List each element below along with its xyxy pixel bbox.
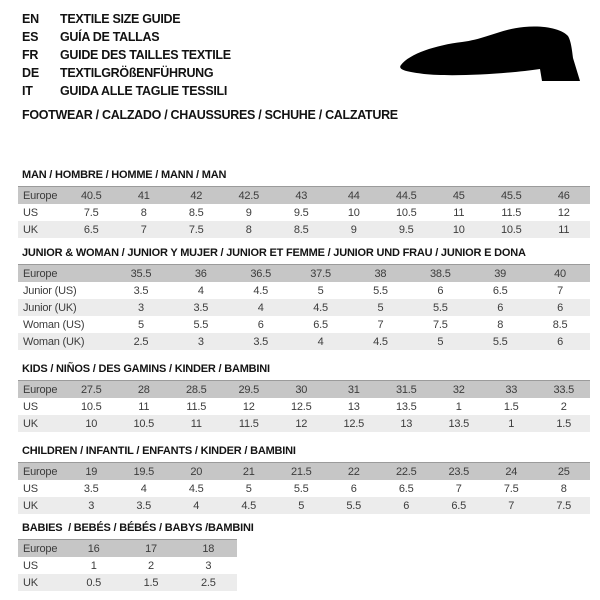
size-value: 16 (87, 542, 100, 555)
size-value: 39 (494, 267, 507, 280)
size-value: 12 (557, 206, 570, 219)
table-row-europe (18, 265, 590, 282)
size-value: 42.5 (238, 189, 260, 202)
size-value: 7.5 (432, 318, 448, 331)
row-label: US (23, 400, 38, 413)
language-label: TEXTILGRÖßENFÜHRUNG (60, 66, 214, 80)
size-value: 4 (193, 499, 200, 512)
size-value: 33 (505, 383, 518, 396)
size-value: 4.5 (313, 301, 328, 314)
row-label: US (23, 206, 38, 219)
section-title: MAN / HOMBRE / HOMME / MANN / MAN (22, 169, 227, 181)
size-value: 5 (317, 284, 324, 297)
row-label: US (23, 559, 38, 572)
size-value: 25 (557, 465, 570, 478)
size-value: 42 (190, 189, 203, 202)
size-value: 9.5 (293, 206, 309, 219)
size-value: 1 (455, 400, 462, 413)
size-value: 1.5 (503, 400, 519, 413)
row-label: Europe (23, 189, 58, 202)
size-value: 40.5 (80, 189, 102, 202)
size-value: 3 (137, 301, 144, 314)
size-value: 9.5 (398, 223, 414, 236)
size-value: 37.5 (310, 267, 331, 280)
size-value: 12 (295, 417, 308, 430)
size-value: 11 (453, 206, 465, 219)
size-value: 0.5 (86, 576, 102, 589)
size-value: 5 (377, 301, 384, 314)
size-value: 32 (452, 383, 465, 396)
size-value: 5 (245, 482, 252, 495)
size-value: 3 (205, 559, 212, 572)
size-value: 8 (245, 223, 252, 236)
size-value: 4.5 (241, 499, 257, 512)
size-value: 38.5 (430, 267, 451, 280)
size-value: 4 (197, 284, 204, 297)
row-label: Junior (UK) (23, 301, 77, 314)
size-value: 12 (242, 400, 255, 413)
size-value: 5 (437, 335, 444, 348)
size-value: 1.5 (143, 576, 159, 589)
size-value: 10.5 (80, 400, 102, 413)
table-row-europe (18, 540, 237, 557)
size-value: 33.5 (553, 383, 575, 396)
size-value: 44 (347, 189, 360, 202)
table-row-us (18, 557, 237, 574)
shoe-icon (394, 24, 586, 88)
size-tables (18, 169, 590, 591)
size-value: 12.5 (343, 417, 365, 430)
size-value: 22.5 (395, 465, 417, 478)
table-row-uk (18, 574, 237, 591)
size-value: 1.5 (556, 417, 572, 430)
size-value: 21 (242, 465, 255, 478)
size-value: 6 (437, 284, 444, 297)
size-section-4 (18, 522, 590, 591)
size-value: 3 (197, 335, 204, 348)
size-value: 6.5 (492, 284, 508, 297)
size-value: 3.5 (193, 301, 209, 314)
table-row-woman-us (18, 316, 590, 333)
size-section-2 (18, 363, 590, 432)
size-value: 30 (295, 383, 308, 396)
row-label: UK (23, 417, 38, 430)
size-value: 5.5 (193, 318, 209, 331)
size-table (18, 264, 590, 350)
size-section-1 (18, 247, 590, 350)
language-code: ES (22, 30, 39, 44)
table-row-uk (18, 415, 590, 432)
size-value: 8.5 (188, 206, 204, 219)
size-value: 8 (497, 318, 504, 331)
size-value: 9 (350, 223, 357, 236)
size-value: 11 (190, 417, 202, 430)
size-value: 4.5 (373, 335, 388, 348)
size-value: 10 (452, 223, 465, 236)
table-row-woman-uk (18, 333, 590, 350)
size-value: 6 (497, 301, 504, 314)
size-value: 43 (295, 189, 308, 202)
category-title: FOOTWEAR / CALZADO / CHAUSSURES / SCHUHE / CALZATURE (22, 108, 398, 122)
size-value: 13 (400, 417, 413, 430)
size-value: 6 (257, 318, 264, 331)
row-label: Europe (23, 267, 58, 280)
table-row-uk (18, 221, 590, 238)
size-value: 18 (202, 542, 215, 555)
size-section-0 (18, 169, 590, 238)
size-value: 3.5 (83, 482, 99, 495)
size-table (18, 186, 590, 238)
table-row-us (18, 398, 590, 415)
size-value: 24 (505, 465, 518, 478)
table-row-uk (18, 497, 590, 514)
size-table (18, 462, 590, 514)
size-value: 7 (377, 318, 384, 331)
size-value: 6.5 (83, 223, 99, 236)
size-value: 5.5 (373, 284, 388, 297)
size-value: 4 (140, 482, 147, 495)
size-value: 12.5 (290, 400, 312, 413)
size-value: 11 (558, 223, 570, 236)
section-title: CHILDREN / INFANTIL / ENFANTS / KINDER / BAMBINI (22, 445, 296, 457)
table-row-junior-uk (18, 299, 590, 316)
row-label: Junior (US) (23, 284, 77, 297)
size-value: 1 (90, 559, 97, 572)
size-value: 6.5 (313, 318, 328, 331)
size-value: 7.5 (503, 482, 519, 495)
size-value: 6 (403, 499, 410, 512)
size-value: 36 (194, 267, 207, 280)
size-value: 10.5 (395, 206, 417, 219)
size-value: 45.5 (500, 189, 522, 202)
size-value: 31 (347, 383, 360, 396)
table-row-us (18, 204, 590, 221)
size-value: 28.5 (185, 383, 207, 396)
language-code: FR (22, 48, 39, 62)
size-value: 7 (140, 223, 147, 236)
row-label: UK (23, 223, 38, 236)
language-label: GUIDA ALLE TAGLIE TESSILI (60, 84, 228, 98)
size-value: 10.5 (500, 223, 522, 236)
row-label: UK (23, 499, 38, 512)
table-row-us (18, 480, 590, 497)
size-value: 7.5 (188, 223, 204, 236)
size-value: 2 (148, 559, 154, 572)
size-value: 4.5 (188, 482, 204, 495)
size-value: 4 (257, 301, 264, 314)
size-value: 31.5 (395, 383, 417, 396)
size-value: 22 (347, 465, 360, 478)
size-value: 29.5 (238, 383, 260, 396)
size-value: 7.5 (556, 499, 572, 512)
size-value: 13.5 (448, 417, 470, 430)
size-value: 21.5 (290, 465, 312, 478)
section-title: KIDS / NIÑOS / DES GAMINS / KINDER / BAMBINI (22, 363, 270, 375)
size-value: 8 (560, 482, 567, 495)
table-row-europe (18, 381, 590, 398)
row-label: Europe (23, 383, 58, 396)
language-code: DE (22, 66, 39, 80)
size-table (18, 380, 590, 432)
size-value: 6 (557, 335, 564, 348)
size-value: 13.5 (395, 400, 417, 413)
table-row-junior-us (18, 282, 590, 299)
size-value: 1 (508, 417, 515, 430)
row-label: Woman (UK) (23, 335, 85, 348)
size-value: 19.5 (133, 465, 155, 478)
row-label: Europe (23, 542, 58, 555)
size-value: 7.5 (83, 206, 99, 219)
size-value: 10 (347, 206, 360, 219)
size-value: 6 (557, 301, 564, 314)
row-label: UK (23, 576, 38, 589)
size-value: 27.5 (80, 383, 102, 396)
size-value: 2.5 (133, 335, 149, 348)
size-value: 20 (190, 465, 203, 478)
language-code: IT (22, 84, 33, 98)
size-value: 3.5 (133, 284, 149, 297)
section-title: JUNIOR & WOMAN / JUNIOR Y MUJER / JUNIOR ET FEMME / JUNIOR UND FRAU / JUNIOR E DONA (22, 247, 526, 259)
size-value: 11.5 (186, 400, 207, 413)
size-value: 35.5 (130, 267, 152, 280)
size-value: 11.5 (501, 206, 522, 219)
size-value: 5.5 (293, 482, 309, 495)
row-label: Europe (23, 465, 58, 478)
language-code: EN (22, 12, 39, 26)
size-value: 3.5 (253, 335, 269, 348)
language-label: TEXTILE SIZE GUIDE (60, 12, 181, 26)
language-label: GUIDE DES TAILLES TEXTILE (60, 48, 231, 62)
size-value: 5 (298, 499, 305, 512)
size-value: 6 (350, 482, 357, 495)
size-value: 7 (508, 499, 515, 512)
size-value: 5.5 (492, 335, 508, 348)
size-value: 45 (452, 189, 465, 202)
size-value: 8.5 (293, 223, 309, 236)
size-value: 41 (137, 189, 150, 202)
table-row-europe (18, 187, 590, 204)
size-value: 9 (245, 206, 252, 219)
size-value: 7 (455, 482, 462, 495)
size-section-3 (18, 445, 590, 514)
size-value: 44.5 (395, 189, 417, 202)
size-value: 4 (317, 335, 324, 348)
size-value: 3 (88, 499, 95, 512)
size-value: 2 (560, 400, 567, 413)
size-value: 5 (137, 318, 144, 331)
size-value: 19 (85, 465, 98, 478)
size-value: 10 (85, 417, 98, 430)
section-title: BABIES / BEBÉS / BÉBÉS / BABYS /BAMBINI (22, 522, 254, 534)
size-value: 36.5 (250, 267, 271, 280)
size-value: 40 (554, 267, 566, 280)
size-value: 11.5 (238, 417, 259, 430)
size-value: 11 (138, 400, 150, 413)
row-label: US (23, 482, 38, 495)
size-value: 46 (557, 189, 570, 202)
size-value: 7 (557, 284, 564, 297)
size-table (18, 539, 237, 591)
size-value: 5.5 (346, 499, 362, 512)
size-value: 8 (140, 206, 147, 219)
shoe-icon-shape (400, 26, 580, 81)
page-header (0, 0, 600, 100)
size-value: 6.5 (451, 499, 467, 512)
size-value: 5.5 (432, 301, 448, 314)
size-value: 23.5 (448, 465, 470, 478)
size-value: 28 (137, 383, 150, 396)
language-label: GUÍA DE TALLAS (60, 30, 160, 44)
size-value: 13 (347, 400, 360, 413)
size-value: 4.5 (253, 284, 269, 297)
row-label: Woman (US) (23, 318, 85, 331)
size-value: 10.5 (133, 417, 155, 430)
size-value: 8.5 (552, 318, 568, 331)
size-value: 6.5 (398, 482, 414, 495)
size-value: 17 (145, 542, 157, 555)
size-value: 2.5 (200, 576, 216, 589)
size-value: 38 (374, 267, 387, 280)
table-row-europe (18, 463, 590, 480)
size-value: 3.5 (136, 499, 152, 512)
